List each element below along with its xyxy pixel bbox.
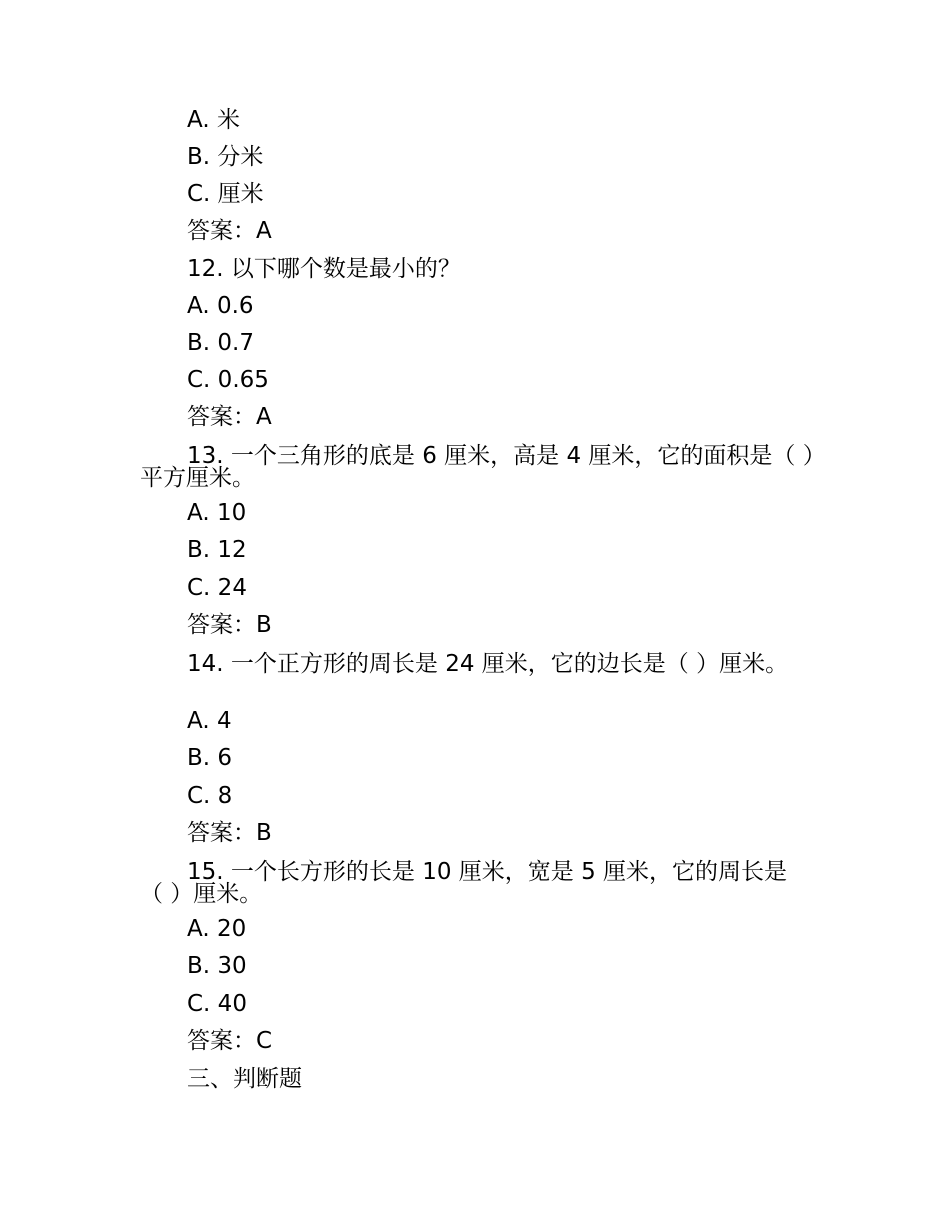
question-15: 15. 一个长方形的长是 10 厘米，宽是 5 厘米，它的周长是（ ）厘米。 — [140, 859, 788, 907]
option-b: B. 30 — [187, 953, 247, 979]
option-a: A. 20 — [187, 916, 247, 942]
option-c: C. 厘米 — [187, 181, 264, 207]
option-a: A. 10 — [187, 500, 247, 526]
option-c: C. 40 — [187, 991, 247, 1017]
option-b: B. 0.7 — [187, 330, 254, 356]
option-c: C. 0.65 — [187, 367, 269, 393]
option-a: A. 4 — [187, 708, 232, 734]
answer: 答案：B — [187, 820, 272, 846]
option-b: B. 12 — [187, 537, 247, 563]
option-c: C. 24 — [187, 575, 247, 601]
option-a: A. 米 — [187, 107, 240, 133]
question-14: 14. 一个正方形的周长是 24 厘米，它的边长是（ ）厘米。 — [187, 651, 789, 677]
question-12: 12. 以下哪个数是最小的？ — [187, 256, 461, 282]
section-heading: 三、判断题 — [187, 1066, 302, 1092]
answer: 答案：A — [187, 218, 272, 244]
option-b: B. 6 — [187, 745, 233, 771]
option-c: C. 8 — [187, 783, 233, 809]
question-13: 13. 一个三角形的底是 6 厘米，高是 4 厘米，它的面积是（ ）平方厘米。 — [140, 443, 815, 491]
option-a: A. 0.6 — [187, 293, 254, 319]
option-b: B. 分米 — [187, 144, 264, 170]
answer: 答案：A — [187, 404, 272, 430]
answer: 答案：B — [187, 612, 272, 638]
answer: 答案：C — [187, 1028, 273, 1054]
